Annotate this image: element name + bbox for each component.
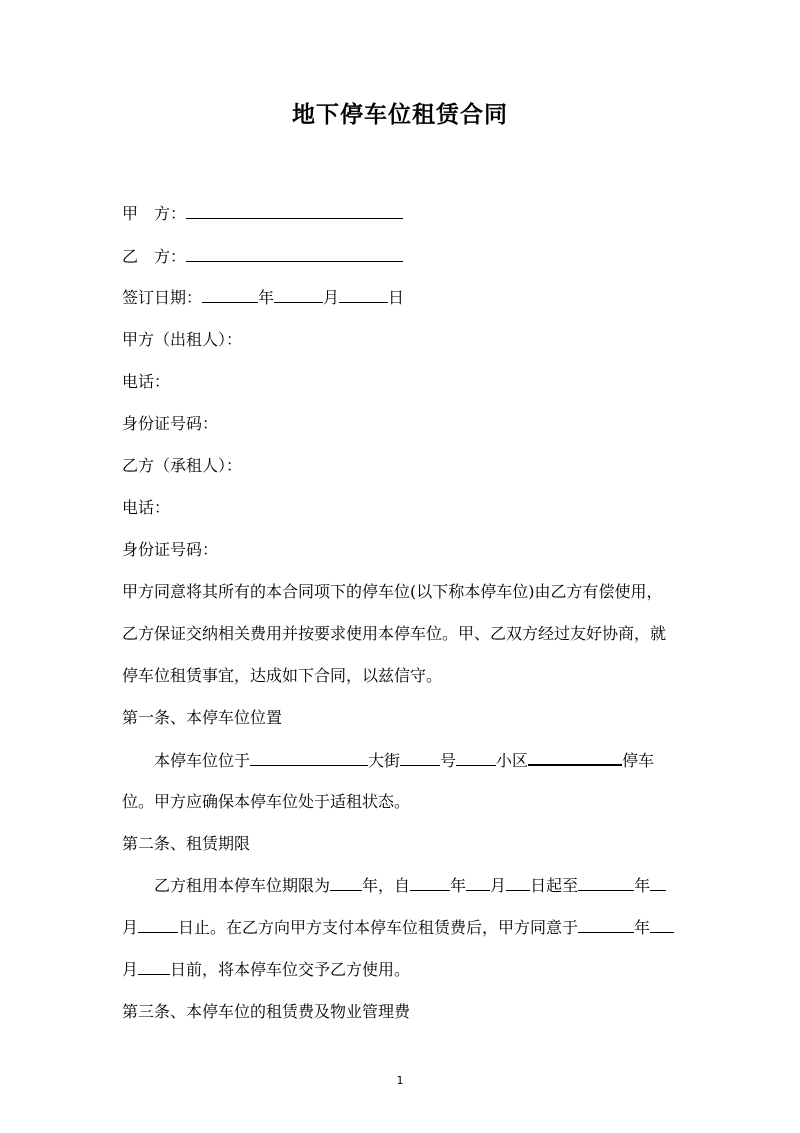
document-title: 地下停车位租赁合同 bbox=[292, 102, 508, 128]
handover-year-label: 年 bbox=[634, 918, 651, 937]
street-number-blank bbox=[400, 750, 440, 766]
sign-year-blank bbox=[202, 287, 258, 303]
community-label: 小区 bbox=[496, 751, 529, 770]
handover-year-blank bbox=[578, 917, 634, 933]
article-2-heading: 第二条、租赁期限 bbox=[122, 834, 251, 853]
article-1-line-1 bbox=[154, 749, 654, 772]
article-3-heading: 第三条、本停车位的租赁费及物业管理费 bbox=[122, 1002, 411, 1021]
sign-month-label: 月 bbox=[323, 288, 340, 307]
article-1-heading: 第一条、本停车位位置 bbox=[122, 708, 283, 727]
lessee-id-label: 身份证号码： bbox=[122, 540, 219, 559]
handover-end-text: 日前，将本停车位交予乙方使用。 bbox=[170, 960, 411, 979]
party-b-line bbox=[122, 246, 403, 268]
sign-date-label: 签订日期： bbox=[122, 288, 203, 307]
street-label: 大街 bbox=[368, 751, 401, 770]
article-2-line-3 bbox=[122, 959, 410, 981]
term-years-blank bbox=[330, 875, 362, 891]
party-b-blank bbox=[186, 246, 403, 262]
article-1-line-2: 位。甲方应确保本停车位处于适租状态。 bbox=[122, 792, 411, 811]
space-number-blank bbox=[528, 749, 622, 766]
intro-line-1: 甲方同意将其所有的本合同项下的停车位(以下称本停车位)由乙方有偿使用， bbox=[122, 582, 663, 601]
term-text: 乙方租用本停车位期限为 bbox=[154, 876, 331, 895]
end-year-blank bbox=[578, 875, 634, 891]
handover-month-label: 月 bbox=[122, 960, 139, 979]
sign-day-label: 日 bbox=[388, 288, 405, 307]
intro-line-2: 乙方保证交纳相关费用并按要求使用本停车位。甲、乙双方经过友好协商，就 bbox=[122, 624, 667, 643]
lessee-label: 乙方（承租人）： bbox=[122, 456, 243, 475]
start-month-blank bbox=[466, 875, 490, 891]
end-month-blank bbox=[650, 875, 666, 891]
lessee-phone-label: 电话： bbox=[122, 498, 171, 517]
start-year-blank bbox=[410, 875, 450, 891]
end-from-text: 日起至 bbox=[530, 876, 579, 895]
location-blank-1 bbox=[250, 750, 368, 766]
end-day-blank bbox=[138, 917, 178, 933]
party-a-blank bbox=[186, 203, 403, 219]
article-2-line-1 bbox=[154, 875, 666, 897]
handover-text: 日止。在乙方向甲方支付本停车位租赁费后，甲方同意于 bbox=[178, 918, 579, 937]
location-text: 本停车位位于 bbox=[154, 751, 251, 770]
lessor-id-label: 身份证号码： bbox=[122, 414, 219, 433]
sign-year-label: 年 bbox=[258, 288, 275, 307]
handover-day-blank bbox=[138, 959, 170, 975]
parking-label: 停车 bbox=[622, 751, 655, 770]
start-day-blank bbox=[506, 875, 530, 891]
lessor-label: 甲方（出租人）： bbox=[122, 330, 243, 349]
party-a-line bbox=[122, 203, 403, 225]
end-year-label: 年 bbox=[634, 876, 651, 895]
end-month-label: 月 bbox=[122, 918, 139, 937]
sign-date-line bbox=[122, 287, 404, 309]
party-a-label: 甲 方： bbox=[122, 204, 187, 223]
sign-day-blank bbox=[339, 287, 388, 303]
page-number: 1 bbox=[396, 1074, 404, 1087]
handover-month-blank bbox=[650, 917, 674, 933]
lessor-phone-label: 电话： bbox=[122, 372, 171, 391]
sign-month-blank bbox=[274, 287, 323, 303]
start-month-label: 月 bbox=[490, 876, 507, 895]
community-blank bbox=[456, 750, 496, 766]
term-from-text: 年，自 bbox=[362, 876, 411, 895]
article-2-line-2 bbox=[122, 917, 674, 939]
intro-line-3: 停车位租赁事宜，达成如下合同，以兹信守。 bbox=[122, 666, 443, 685]
number-label: 号 bbox=[440, 751, 457, 770]
party-b-label: 乙 方： bbox=[122, 247, 187, 266]
start-year-label: 年 bbox=[450, 876, 467, 895]
